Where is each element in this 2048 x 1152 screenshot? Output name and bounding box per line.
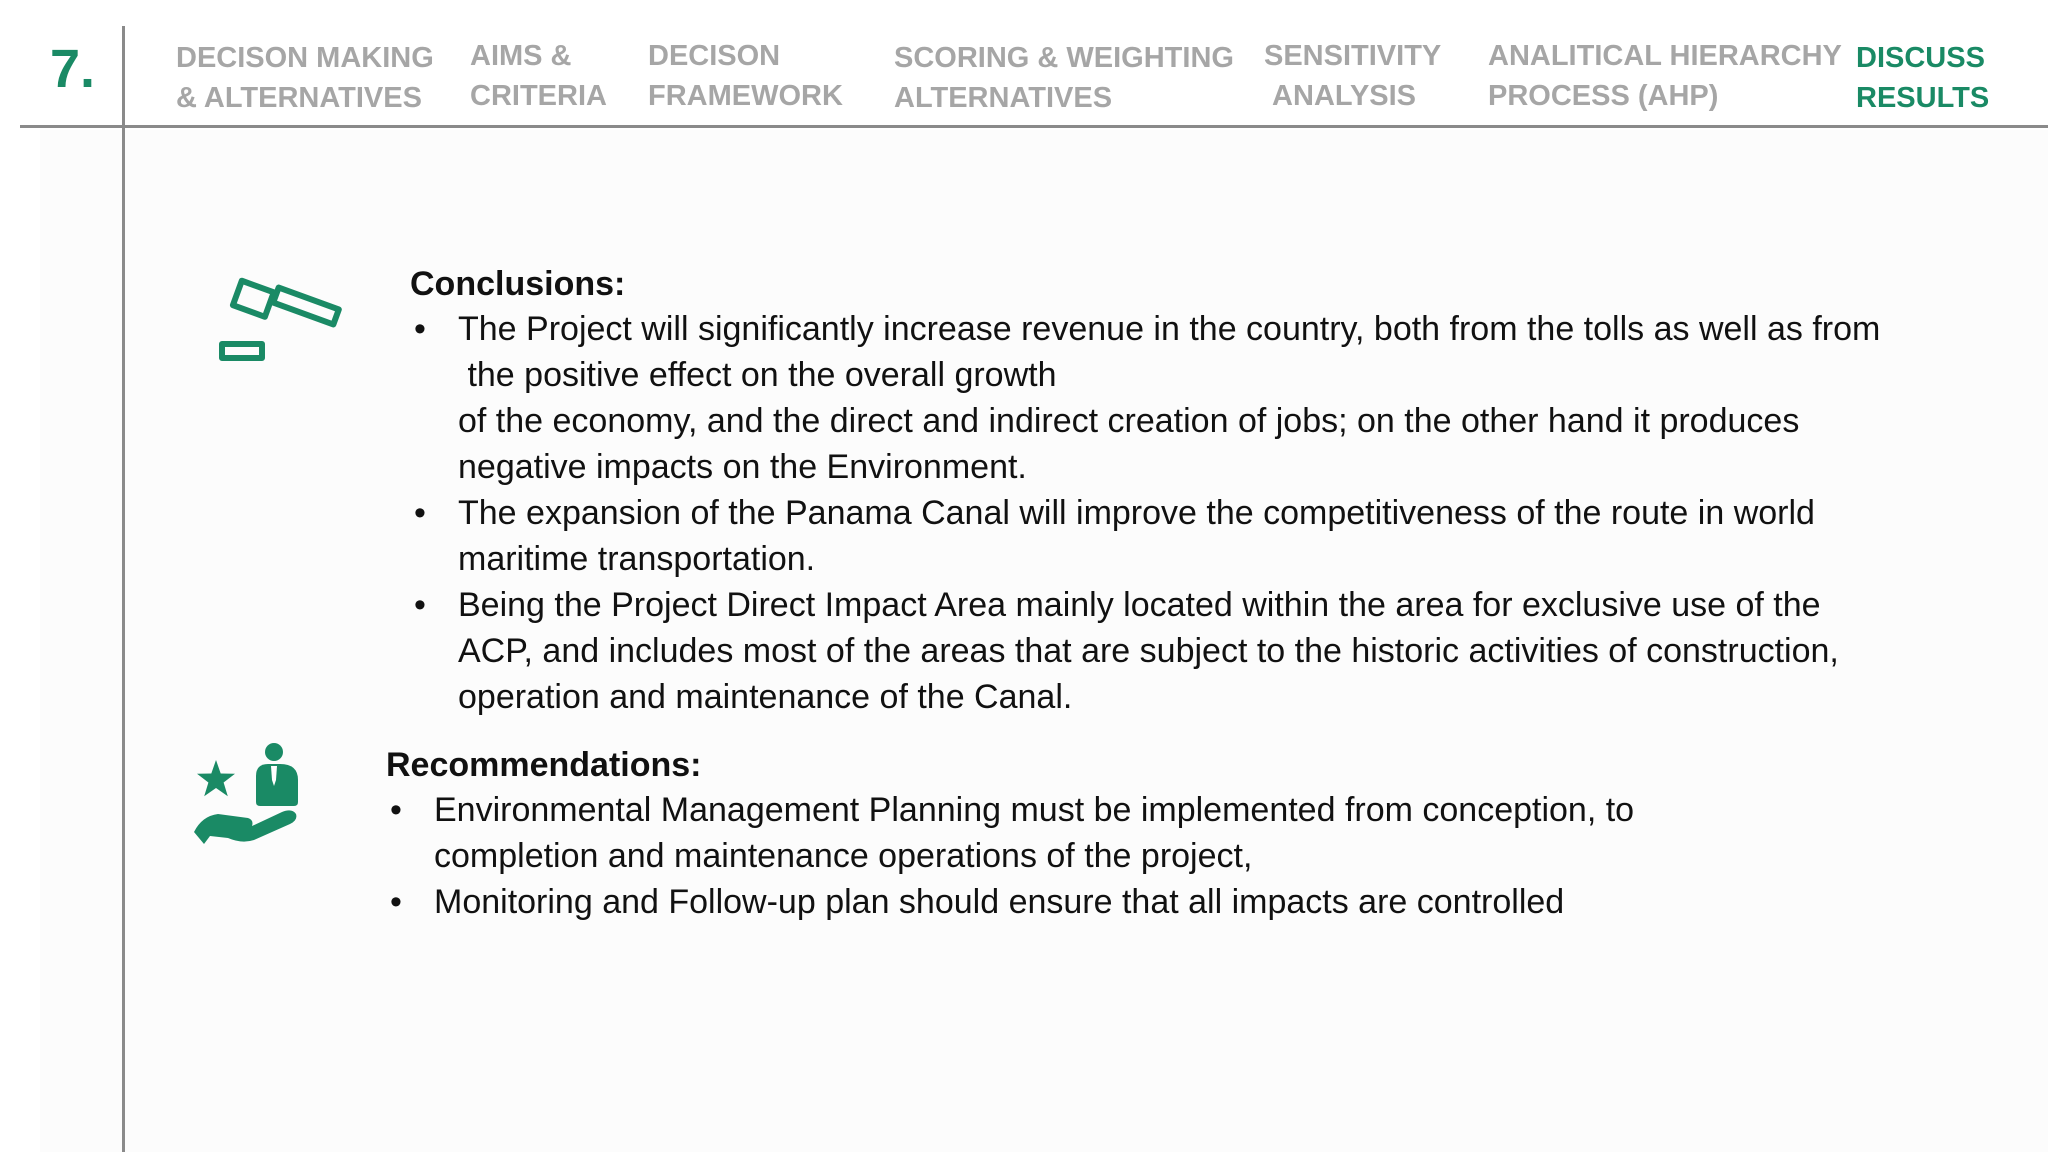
list-item xyxy=(410,306,1880,490)
recommendations-heading: Recommendations: xyxy=(386,746,702,784)
nav-tab-discuss-results[interactable] xyxy=(1856,38,1989,118)
conclusions-list xyxy=(410,306,1880,720)
nav-tab-label-line2: CRITERIA xyxy=(470,80,607,112)
vertical-divider xyxy=(122,26,125,1152)
nav-tab-label-line1: SENSITIVITY xyxy=(1264,40,1442,72)
list-item-line: completion and maintenance operations of the project, xyxy=(434,837,1253,875)
nav-tab-label-line2: FRAMEWORK xyxy=(648,80,843,112)
list-item xyxy=(386,879,1634,925)
list-item-line: of the economy, and the direct and indirect creation of jobs; on the other hand it produces xyxy=(458,402,1800,440)
list-item-line: • The Project will significantly increase revenue in the country, both from the tolls as well as from xyxy=(458,310,1881,348)
nav-tab-label-line2: ALTERNATIVES xyxy=(894,82,1113,114)
nav-tab-label-line1: DECISON xyxy=(648,40,781,72)
list-item-line: the positive effect on the overall growth xyxy=(458,356,1057,394)
slide-number: 7. xyxy=(50,39,96,99)
nav-tab-label-line1: SCORING & WEIGHTING xyxy=(894,42,1234,74)
list-item xyxy=(410,582,1880,720)
nav-tab-scoring-weighting[interactable] xyxy=(894,38,1234,118)
list-item xyxy=(386,787,1634,879)
nav-tab-label-line2: PROCESS (AHP) xyxy=(1488,80,1719,112)
list-item-line: • Being the Project Direct Impact Area mainly located within the area for exclusive use of the xyxy=(458,586,1821,624)
list-item-line: maritime transportation. xyxy=(458,540,816,578)
gavel-icon xyxy=(216,262,352,362)
nav-tab-aims-criteria[interactable] xyxy=(470,36,607,116)
hand-with-person-and-star-icon xyxy=(192,740,304,844)
list-item-line: negative impacts on the Environment. xyxy=(458,448,1027,486)
list-item xyxy=(410,490,1880,582)
nav-tab-label-line1: ANALITICAL HIERARCHY xyxy=(1488,40,1842,72)
list-item-line: • Environmental Management Planning must be implemented from conception, to xyxy=(434,791,1635,829)
recommendations-list xyxy=(386,787,1634,925)
list-item-line: operation and maintenance of the Canal. xyxy=(458,678,1073,716)
header-divider xyxy=(20,125,2048,128)
nav-tab-label-line2: RESULTS xyxy=(1856,82,1990,114)
nav-tab-label-line2: & ALTERNATIVES xyxy=(176,82,422,114)
list-item-line: ACP, and includes most of the areas that are subject to the historic activities of construction, xyxy=(458,632,1839,670)
list-item-line: • The expansion of the Panama Canal will improve the competitiveness of the route in world xyxy=(458,494,1815,532)
nav-tab-decision-framework[interactable] xyxy=(648,36,843,116)
nav-tab-sensitivity-analysis[interactable] xyxy=(1264,36,1441,116)
list-item-line: • Monitoring and Follow-up plan should ensure that all impacts are controlled xyxy=(434,883,1565,921)
nav-tab-ahp[interactable] xyxy=(1488,36,1842,116)
conclusions-heading: Conclusions: xyxy=(410,265,626,303)
nav-tab-label-line1: AIMS & xyxy=(470,40,572,72)
nav-tab-label-line1: DECISON MAKING xyxy=(176,42,434,74)
nav-tab-label-line1: DISCUSS xyxy=(1856,42,1985,74)
nav-tab-decision-making[interactable] xyxy=(176,38,434,118)
nav-tab-label-line2: ANALYSIS xyxy=(1264,80,1417,112)
